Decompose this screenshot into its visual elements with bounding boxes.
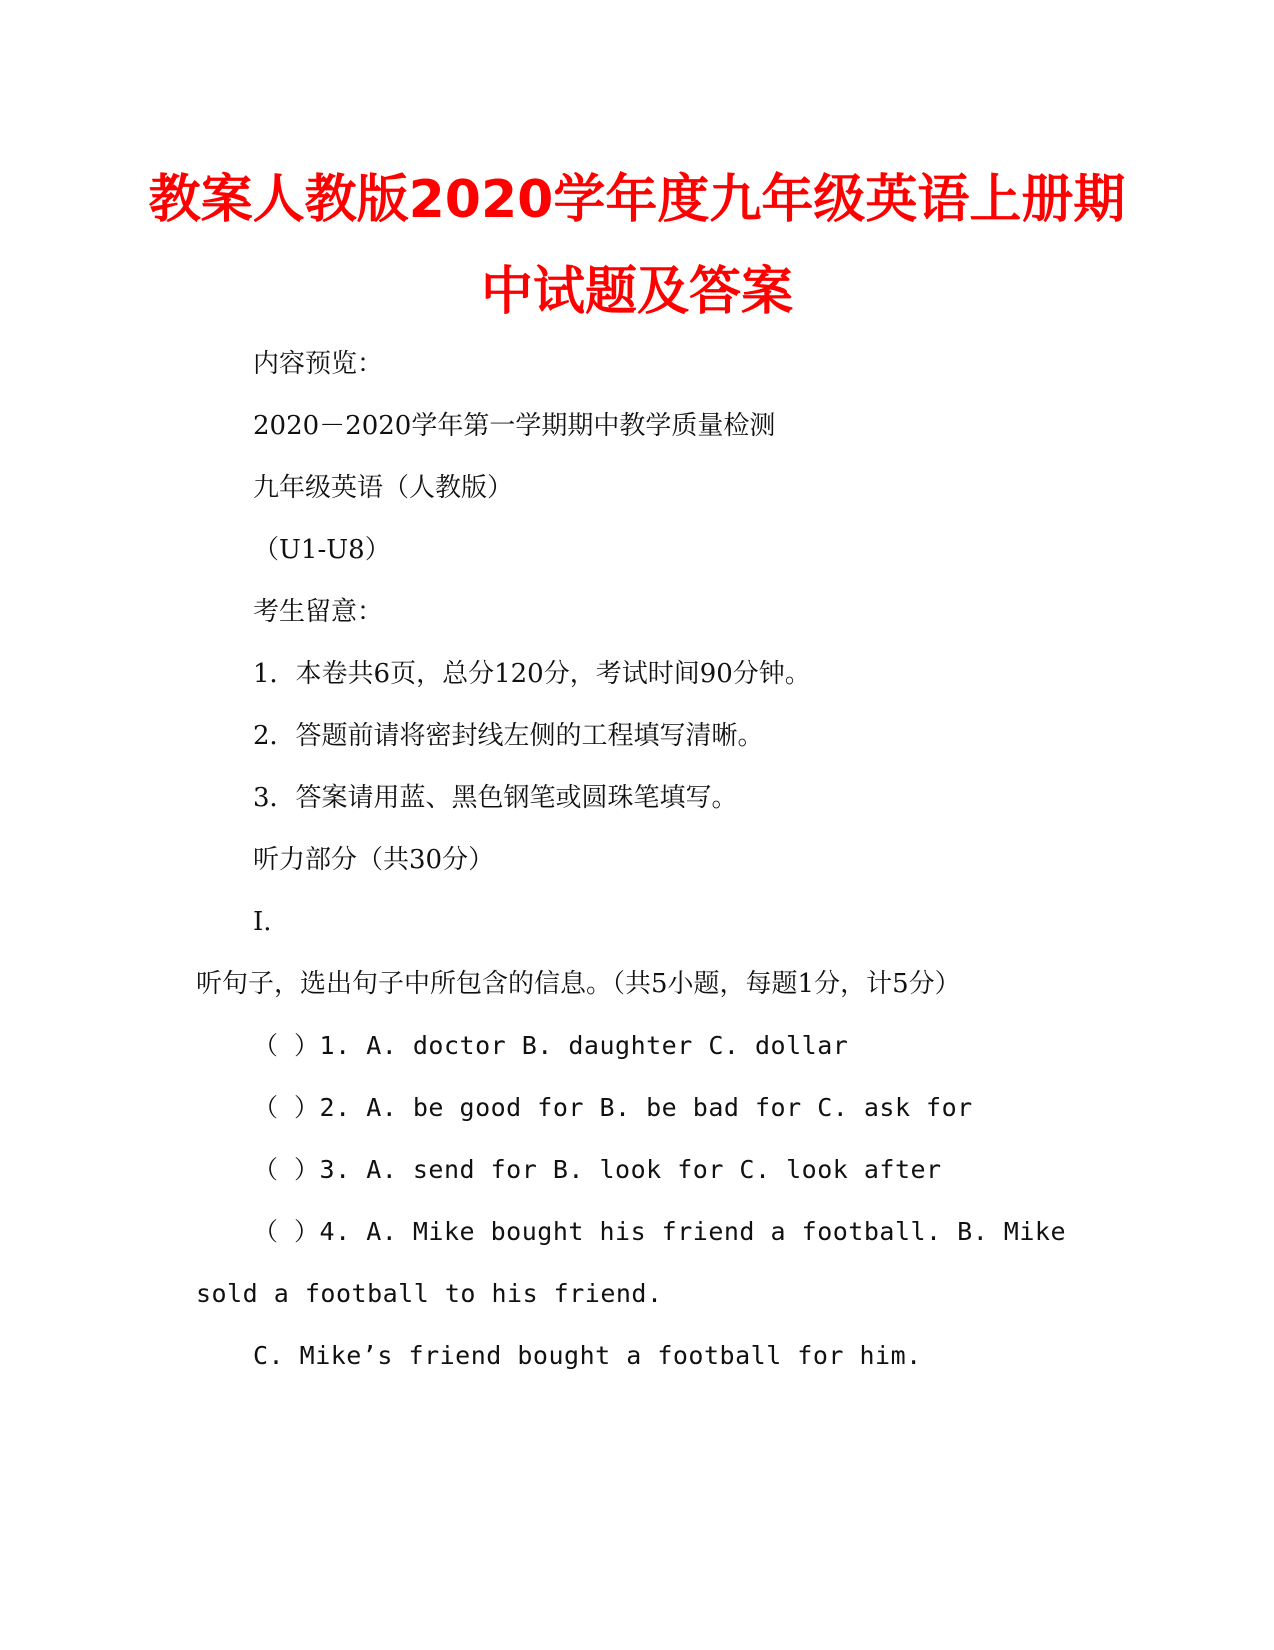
- question-4-continued: sold a football to his friend.: [196, 1279, 663, 1308]
- listening-header: 听力部分（共30分）: [253, 845, 495, 875]
- notice-item-2: 2．答题前请将密封线左侧的工程填写清晰。: [253, 721, 764, 751]
- question-1: （ ）1. A. doctor B. daughter C. dollar: [253, 1031, 849, 1060]
- question-2: （ ）2. A. be good for B. be bad for C. ask for: [253, 1093, 973, 1122]
- notice-item-3: 3．答案请用蓝、黑色钢笔或圆珠笔填写。: [253, 783, 738, 813]
- question-3: （ ）3. A. send for B. look for C. look after: [253, 1155, 942, 1184]
- notice-label: 考生留意：: [253, 597, 384, 627]
- question-4-option-c: C. Mike’s friend bought a football for him.: [253, 1341, 922, 1370]
- section-instruction: 听句子，选出句子中所包含的信息。（共5小题，每题1分，计5分）: [196, 969, 961, 999]
- notice-item-1: 1．本卷共6页，总分120分，考试时间90分钟。: [253, 659, 811, 689]
- document-title-line-1: 教案人教版2020学年度九年级英语上册期: [148, 170, 1126, 230]
- question-4: （ ）4. A. Mike bought his friend a football. B. Mike: [253, 1217, 1067, 1246]
- subject-line: 九年级英语（人教版）: [253, 473, 514, 503]
- units-line: （U1-U8）: [253, 535, 391, 565]
- exam-name: 2020－2020学年第一学期期中教学质量检测: [253, 411, 776, 441]
- section-numeral: I.: [253, 907, 272, 937]
- preview-label: 内容预览：: [253, 349, 384, 379]
- document-title-line-2: 中试题及答案: [480, 262, 793, 322]
